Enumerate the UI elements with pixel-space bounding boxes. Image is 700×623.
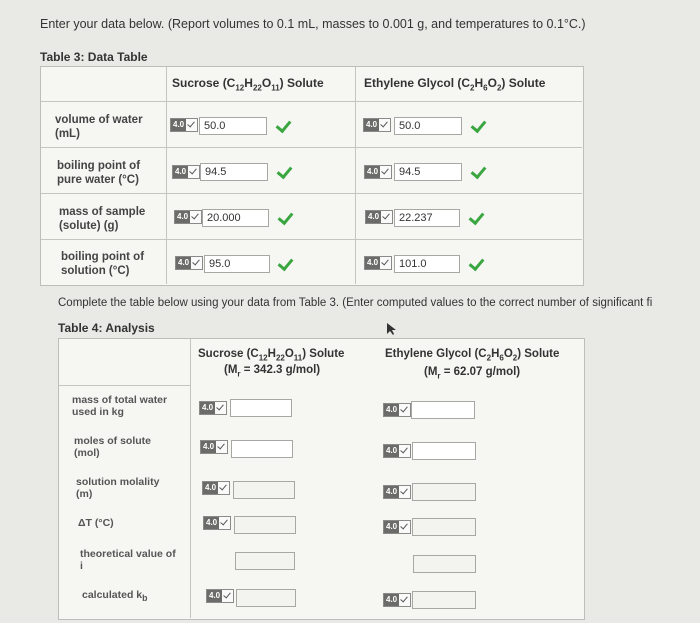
table4-molar-mass-sucrose: ($M_r = 342.3$ g/mol) (224, 364, 321, 379)
mouse-cursor-icon (386, 322, 396, 336)
attempts-badge: 4.0 (203, 516, 231, 530)
attempts-badge: 4.0 (383, 520, 411, 534)
sucrose-calculated-kb-input[interactable] (236, 589, 296, 607)
attempts-badge: 4.0 (200, 440, 228, 454)
sucrose-mass-sample-input[interactable]: 20.000 (202, 209, 269, 227)
attempts-badge: 4.0 (383, 444, 411, 458)
attempts-badge: 4.0 (383, 593, 411, 607)
ethylene-mass-water-kg-input[interactable] (411, 401, 475, 419)
sucrose-delta-t-input[interactable] (234, 516, 296, 534)
ethylene-theoretical-i-input[interactable] (413, 555, 476, 573)
check-icon (399, 521, 410, 533)
attempts-badge: 4.0 (365, 210, 393, 224)
table4-molar-mass-ethylene: ($M_r = 62.07$ g/mol) (424, 366, 521, 381)
sucrose-volume-water-input[interactable]: 50.0 (199, 117, 267, 135)
check-icon (191, 257, 202, 269)
ethylene-delta-t-input[interactable] (412, 518, 476, 536)
check-icon (219, 517, 230, 529)
check-icon (190, 211, 201, 223)
sucrose-molality-input[interactable] (233, 481, 295, 499)
check-icon (379, 119, 390, 131)
attempts-badge: 4.0 (206, 589, 234, 603)
row-label-mass-sample: mass of sample (solute) (g) (59, 206, 146, 232)
table3-header-ethylene-glycol: Ethylene Glycol $(C_2H_6O_2)$ Solute (364, 76, 546, 93)
check-icon (399, 445, 410, 457)
check-icon (399, 486, 410, 498)
sucrose-bp-solution-input[interactable]: 95.0 (204, 255, 270, 273)
row-label-calculated-kb: calculated $k_b$ (82, 589, 148, 604)
attempts-badge: 4.0 (363, 118, 391, 132)
instructions-text: Enter your data below. (Report volumes to 0.1 mL, masses to 0.001 g, and temperatures to 0.1°C.) (40, 17, 586, 31)
table4-instructions: Complete the table below using your data from Table 3. (Enter computed values to the correct number of significant fi (58, 297, 653, 309)
sucrose-theoretical-i-input[interactable] (235, 552, 295, 570)
ethylene-volume-water-input[interactable]: 50.0 (394, 117, 462, 135)
check-icon (215, 402, 226, 414)
table3-caption: Table 3: Data Table (40, 50, 148, 64)
attempts-badge: 4.0 (383, 485, 411, 499)
check-icon (380, 166, 391, 178)
check-icon (218, 482, 229, 494)
attempts-badge: 4.0 (199, 401, 227, 415)
ethylene-moles-solute-input[interactable] (412, 442, 476, 460)
attempts-badge: 4.0 (364, 165, 392, 179)
ethylene-bp-pure-water-input[interactable]: 94.5 (394, 163, 462, 181)
attempts-badge: 4.0 (175, 256, 203, 270)
sucrose-moles-solute-input[interactable] (231, 440, 293, 458)
table4-header-sucrose: Sucrose $(C_{12}H_{22}O_{11})$ Solute (198, 348, 345, 363)
sucrose-mass-water-kg-input[interactable] (230, 399, 292, 417)
row-label-mass-water-kg: mass of total water used in kg (72, 394, 168, 418)
check-icon (222, 590, 233, 602)
row-label-bp-solution: boiling point of solution (°C) (61, 251, 145, 277)
attempts-badge: 4.0 (172, 165, 200, 179)
row-label-bp-pure-water: boiling point of pure water (°C) (57, 160, 141, 186)
check-icon (186, 119, 197, 131)
check-icon (399, 404, 410, 416)
check-icon (216, 441, 227, 453)
sucrose-bp-pure-water-input[interactable]: 94.5 (200, 163, 268, 181)
ethylene-mass-sample-input[interactable]: 22.237 (394, 209, 460, 227)
row-label-molality: solution molality (m) (76, 476, 160, 500)
check-icon (381, 211, 392, 223)
table4-header-ethylene-glycol: Ethylene Glycol $(C_2H_6O_2)$ Solute (385, 348, 560, 363)
check-icon (399, 594, 410, 606)
attempts-badge: 4.0 (170, 118, 198, 132)
check-icon (188, 166, 199, 178)
row-label-moles-solute: moles of solute (mol) (74, 435, 152, 459)
attempts-badge: 4.0 (364, 256, 392, 270)
row-label-delta-t: ΔT (°C) (78, 517, 114, 529)
table4-caption: Table 4: Analysis (58, 321, 155, 335)
row-label-theoretical-i: theoretical value of i (80, 548, 176, 572)
attempts-badge: 4.0 (174, 210, 202, 224)
ethylene-bp-solution-input[interactable]: 101.0 (394, 255, 460, 273)
ethylene-molality-input[interactable] (412, 483, 476, 501)
check-icon (380, 257, 391, 269)
ethylene-calculated-kb-input[interactable] (412, 591, 476, 609)
row-label-volume-water: volume of water (mL) (55, 114, 143, 140)
attempts-badge: 4.0 (202, 481, 230, 495)
attempts-badge: 4.0 (383, 403, 411, 417)
table3-header-sucrose: Sucrose $(C_{12}H_{22}O_{11})$ Solute (172, 76, 324, 93)
